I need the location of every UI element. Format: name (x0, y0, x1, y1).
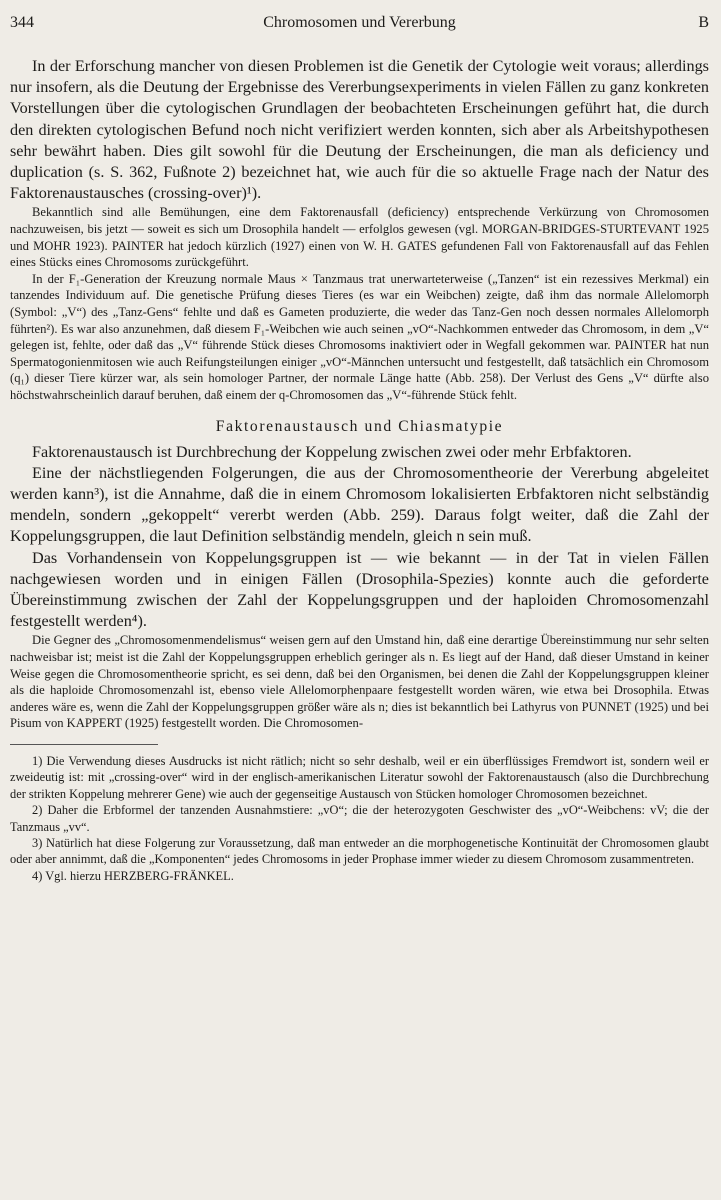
paragraph-linkage-groups: Das Vorhandensein von Koppelungsgruppen ist — wie bekannt — in der Tat in vielen Fällen nachgewiesen worden und in einigen Fällen (Drosophila-Spezies) konnte auch die geforderte Übereinstimmung zwischen der Zahl der Koppelungsgruppen und der haploiden Chromosomenzahl festgestellt werden⁴). (10, 548, 709, 631)
footnote-1: 1) Die Verwendung dieses Ausdrucks ist nicht rätlich; nicht so sehr deshalb, weil er ein überflüssiges Fremdwort ist, sondern weil er zweideutig ist: mit „crossing-over“ wird in der englisch-amerikanischen Literatur sowohl der Faktorenaustausch (also die Durchbrechung der strikten Koppelung mehrerer Gene) wie auch der gegenseitige Austausch von Stücken homologer Chromosomen bezeichnet. (10, 753, 709, 801)
paragraph-painter-mouse: In der F₁-Generation der Kreuzung normale Maus × Tanzmaus trat unerwarteterweise („Tanzen“ ist ein rezessives Merkmal) ein tanzendes Individuum auf. Die genetische Prüfung dieses Tieres (es war ein Weibchen) zeigte, daß ihm das normale Allelomorph (Symbol: „V“) des „Tanz-Gens“ fehlte und daß es Gameten produzierte, die weder das Tanz-Gen noch dessen normales Allelomorph führten²). Es war also anzunehmen, daß diesem F₁-Weibchen wie auch seinen „vO“-Nachkommen entweder das Chromosom, in dem „V“ gelegen ist, fehlte, oder daß das „V“ führende Stück dieses Chromosoms inaktiviert oder in Wegfall gekommen war. PAINTER hat nun Spermatogonienmitosen wie auch Reifungsteilungen einiger „vO“-Männchen untersucht und festgestellt, daß tatsächlich ein Chromosom (q₁) dieser Tiere kürzer war, als sein homologer Partner, der normale Länge hatte (Abb. 258). Der Verlust des Gens „V“ dürfte also höchstwahrscheinlich darauf beruhen, daß einem der q-Chromosomen das „V“-führende Stück fehlt. (10, 271, 709, 402)
paragraph-definition: Faktorenaustausch ist Durchbrechung der Koppelung zwischen zwei oder mehr Erbfaktoren. (32, 442, 632, 461)
running-title: Chromosomen und Vererbung (263, 14, 456, 31)
page-number: 344 (10, 14, 34, 31)
footnote-3: 3) Natürlich hat diese Folgerung zur Voraussetzung, daß man entweder an die morphogenetische Kontinuität der Chromosomen glaubt oder aber annimmt, daß die „Komponenten“ jedes Chromosoms in jeder Prophase immer wieder zu diesem Chromosom zusammentreten. (10, 835, 709, 867)
signature-mark: B (698, 14, 709, 31)
paragraph-deficiency: Bekanntlich sind alle Bemühungen, eine dem Faktorenausfall (deficiency) entsprechende Verkürzung von Chromosomen nachzuweisen, bis jetzt — soweit es sich um Drosophila handelt — erfolglos gewesen (vgl. MORGAN-BRIDGES-STURTEVANT 1925 und MOHR 1923). PAINTER hat jedoch kürzlich (1927) einen von W. H. GATES gefundenen Fall von Faktorenausfall auf das Fehlen eines Stücks eines Chromosoms zurückgeführt. (10, 205, 709, 270)
footnote-rule (10, 744, 158, 745)
paragraph-opponents: Die Gegner des „Chromosomenmendelismus“ weisen gern auf den Umstand hin, daß eine derartige Übereinstimmung nur sehr selten nachweisbar ist; meist ist die Zahl der Koppelungsgruppen erheblich geringer als n. Es liegt auf der Hand, daß dieser Umstand in keiner Weise gegen die Chromosomentheorie spricht, es sei denn, daß bei den Organismen, bei denen die Zahl der Koppelungsgruppen kleiner als die haploide Chromosomenzahl ist, ebenso viele Allelomorphenpaare festgestellt worden wären, wie etwa bei Drosophila. Etwas anderes wäre es, wenn die Zahl der Koppelungsgruppen größer wäre als n; dies ist bekanntlich bei Lathyrus von PUNNET (1925) und bei Pisum von KAPPERT (1925) festgestellt worden. Die Chromosomen- (10, 633, 709, 731)
footnote-4: 4) Vgl. hierzu HERZBERG-FRÄNKEL. (32, 868, 234, 883)
page-header (10, 14, 709, 38)
section-heading: Faktorenaustausch und Chiasmatypie (215, 417, 504, 435)
footnote-2: 2) Daher die Erbformel der tanzenden Ausnahmstiere: „vO“; die der heterozygoten Geschwister des „vO“-Weibchens: vV; die der Tanzmaus „vv“. (10, 803, 709, 834)
paragraph-intro: In der Erforschung mancher von diesen Problemen ist die Genetik der Cytologie weit voraus; allerdings nur insofern, als die Deutung der Ergebnisse des Vererbungsexperiments in vielen Fällen zu ganz konkreten Vorstellungen über die cytologischen Grundlagen der beobachteten Erscheinungen geführt hat, die durch den direkten cytologischen Befund noch nicht verifiziert werden konnten, sich aber als Arbeitshypothesen sehr bewährt haben. Dies gilt sowohl für die Deutung der Erscheinungen, die man als deficiency und duplication (s. S. 362, Fußnote 2) bezeichnet hat, wie auch für die so aktuelle Frage nach der Natur des Faktorenaustausches (crossing-over)¹). (10, 57, 709, 203)
paragraph-linkage: Eine der nächstliegenden Folgerungen, die aus der Chromosomentheorie der Vererbung abgeleitet werden kann³), ist die Annahme, daß die in einem Chromosom lokalisierten Erbfaktoren nicht selbständig mendeln, sondern „gekoppelt“ vererbt werden (Abb. 259). Daraus folgt weiter, daß die Zahl der Koppelungsgruppen, die laut Definition selbständig mendeln, gleich n sein muß. (10, 463, 709, 546)
